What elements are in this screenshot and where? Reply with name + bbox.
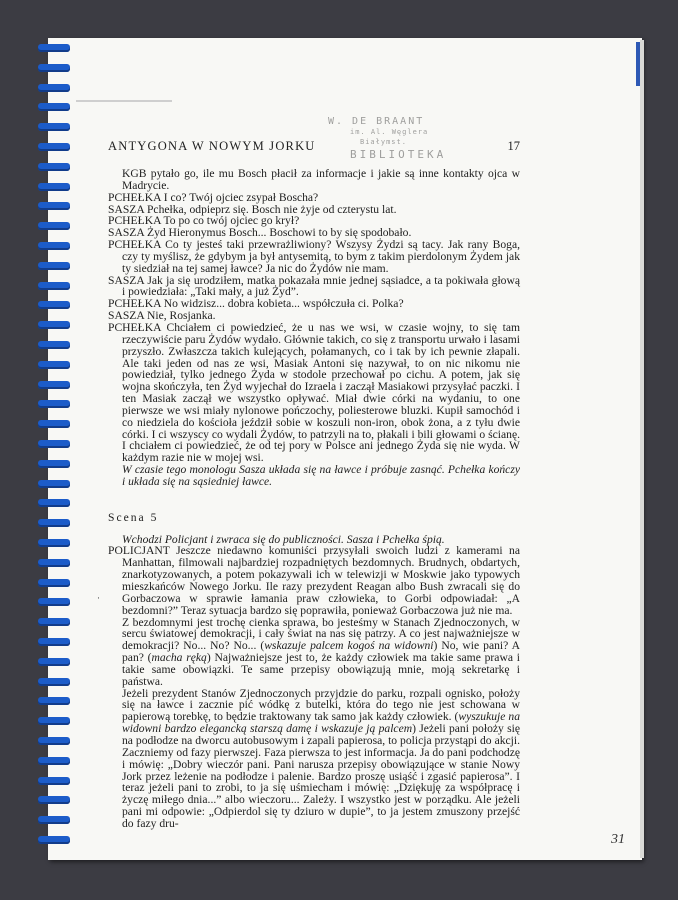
binding-coil	[38, 737, 70, 745]
dialogue-line: PCHEŁKA To po co twój ojciec go krył?	[108, 214, 300, 228]
binding-coil	[38, 519, 70, 527]
dialogue-line: SASZA Żyd Hieronymus Bosch... Boschowi to by się spodobało.	[108, 226, 412, 240]
binding-coil	[38, 579, 70, 587]
text-run: ) No, wie pani? A pan? (	[122, 639, 520, 665]
dialogue-line: SASZA Nie, Rosjanka.	[108, 309, 216, 323]
paragraph: KGB pytało go, ile mu Bosch płacił za informacje i jakie są inne kontakty ojca w Madrycie.	[122, 167, 520, 192]
spiral-binding	[38, 44, 72, 856]
binding-coil	[38, 777, 70, 785]
stage-direction: Wchodzi Policjant i zwraca się do publiczności. Sasza i Pchełka śpią.	[122, 532, 445, 546]
stamp-line-4: BIBLIOTEKA	[350, 148, 447, 161]
binding-coil	[38, 202, 70, 210]
binding-coil	[38, 539, 70, 547]
binding-coil	[38, 757, 70, 765]
stage-direction-inline: macha ręką	[151, 651, 207, 665]
binding-coil	[38, 559, 70, 567]
stamp-line-2: im. Al. Węglera	[350, 128, 429, 136]
binding-coil	[38, 84, 70, 92]
binding-coil	[38, 381, 70, 389]
binding-coil	[38, 440, 70, 448]
binding-coil	[38, 301, 70, 309]
binding-coil	[38, 717, 70, 725]
binding-coil	[38, 143, 70, 151]
binding-coil	[38, 123, 70, 131]
stage-direction-inline: wskazuje palcem kogoś na widowni	[264, 639, 434, 653]
smudge-mark	[76, 100, 172, 102]
binding-coil	[38, 321, 70, 329]
binding-coil	[38, 242, 70, 250]
dialogue-line: POLICJANT Jeszcze niedawno komuniści przysyłali swoich ludzi z kamerami na Manhattan, filmowali najbardziej rozpadniętych bezdomnych. Brudnych, obdartych, znarkotyzowanych, a potem pokazywali ich w telewizji w Moskwie jako typowych mieszkańców Nowego Jorku. Ile razy prezydent Reagan albo Bush zwracali się do Gorbaczowa w sprawie łamania praw człowieka, to Gorbi odpowiadał: „A bezdomni?” Teraz sytuacja bardzo się poprawiła, ponieważ Gorbaczowa już nie ma.	[108, 544, 520, 617]
running-title: ANTYGONA W NOWYM JORKU	[108, 139, 316, 153]
binding-coil	[38, 678, 70, 686]
paragraph	[108, 688, 520, 830]
binding-coil	[38, 460, 70, 468]
page-edge	[640, 40, 644, 858]
binding-coil	[38, 282, 70, 290]
binding-coil	[38, 420, 70, 428]
stamp-line-3: Białymst.	[360, 138, 407, 146]
text-run: ) Jeżeli pani położy się na podłodze na dworcu autobusowym i zapali papierosa, to policja przystąpi do akcji. Zaczniemy od fazy pierwszej. Faza pierwsza to jest informacja. Ja do pani podchodzę i mówię: „Dobry wieczór pani. Pani narusza przepisy obowiązujące w stanie Nowy Jork przez leżenie na podłodze i palenie. Bardzo proszę usiąść i zgasić papierosa”. I teraz jeżeli pani to zrobi, to ja się uśmiecham i mówię: „Dziękuję za współpracę i życzę miłego dnia...” albo wieczoru... Zależy. I wszystko jest w porządku. Ale jeżeli pani mi odpowie: „Odpierdol się ty dziuro w dupie”, to ja jestem zmuszony przejść do fazy dru-	[122, 722, 520, 830]
dialogue-line: PCHEŁKA No widzisz... dobra kobieta... współczuła ci. Polka?	[108, 297, 404, 311]
binding-coil	[38, 361, 70, 369]
text-run: Z bezdomnymi jest trochę cienka sprawa, bo jesteśmy w Stanach Zjednoczonych, w sercu światowej demokracji, i cały świat na nas się patrzy. A co jest najważniejsze w demokracji? No... No? No... (	[122, 615, 520, 653]
text-run: ) Najważniejsze jest to, że każdy człowiek ma takie same prawa i takie same obowiązki. Te same przepisy obowiązują mnie, moją sekretarkę i państwa.	[122, 651, 520, 688]
dialogue-line: SASZA Pchełka, odpieprz się. Bosch nie żyje od czterystu lat.	[108, 202, 397, 216]
binding-coil	[38, 618, 70, 626]
binding-coil	[38, 697, 70, 705]
binding-coil	[38, 638, 70, 646]
binding-coil	[38, 658, 70, 666]
binding-coil	[38, 816, 70, 824]
body-text	[108, 168, 520, 830]
handwritten-page-number: 31	[611, 832, 625, 847]
binding-coil	[38, 163, 70, 171]
binding-coil	[38, 64, 70, 72]
text-run: Jeżeli prezydent Stanów Zjednoczonych przyjdzie do parku, rozpali ognisko, położy się na ławce i zacznie pić wódkę z butelki, która do tego nie jest schowana w papierową torebkę, to będzie traktowany tak samo jak każdy człowiek. (	[122, 686, 520, 724]
paragraph	[108, 617, 520, 688]
running-header	[108, 136, 520, 156]
stamp-line-1: W. DE BRAANT	[328, 116, 425, 127]
binding-coil	[38, 341, 70, 349]
page-number: 17	[507, 139, 520, 153]
binding-coil	[38, 499, 70, 507]
dialogue-line: SASZA Jak ja się urodziłem, matka pokazała mnie jednej sąsiadce, a ta pokiwała głową i powiedziała: „Taki mały, a już Żyd”.	[108, 273, 520, 299]
binding-coil	[38, 103, 70, 111]
binding-coil	[38, 262, 70, 270]
blue-cover-edge	[636, 42, 640, 86]
dialogue-line: PCHEŁKA Chciałem ci powiedzieć, że u nas we wsi, w czasie wojny, to się tam rzeczywiście paru Żydów wydało. Głównie takich, co się z transportu urwało i lasami przyszło. Zwłaszcza takich kulejących, połamanych, co i tak by ich pewnie złapali. Ale taki jeden od nas ze wsi, Masiak Antoni się nazywał, to on nic nikomu nie powiedział, tylko jednego Żyda w stodole przechował po cichu. A potem, jak się wojna skończyła, ten Żyd wyjechał do Izraela i zaczął Masiakowi przysyłać paczki. I ten Masiak zaczął we wszystko opływać. Miał dwie córki na wydaniu, to one pierwsze we wsi miały nylonowe pończochy, poliesterowe bluzki. Kupił samochód i co niedziela do kościoła jeździł sobie w koszuli non-iron, obok żona, a z tyłu dwie córki. I ci wszyscy co wydali Żydów, to patrzyli na to, płakali i bili głowami o ścianę. I chciałem ci powiedzieć, że od tej pory w Polsce ani jednego Żyda się nie wyda. W każdym razie nie w mojej wsi.	[108, 320, 520, 465]
scene-heading: Scena 5	[108, 510, 159, 524]
binding-coil	[38, 183, 70, 191]
stage-direction: W czasie tego monologu Sasza układa się na ławce i próbuje zasnąć. Pchełka kończy i układa się na sąsiedniej ławce.	[122, 463, 520, 488]
stage-direction-inline: wyszukuje na widowni bardzo elegancką starszą damę i wskazuje ją palcem	[122, 710, 520, 736]
binding-coil	[38, 222, 70, 230]
binding-coil	[38, 796, 70, 804]
binding-coil	[38, 598, 70, 606]
binding-coil	[38, 400, 70, 408]
dialogue-line: PCHEŁKA Co ty jesteś taki przewrażliwiony? Wszysy Żydzi są tacy. Jak rany Boga, czy ty myślisz, że gdybym ja był antysemitą, to bym z takim pierdolonym Żydem jak ty siedział na tej samej ławce? Ja nic do Żydów nie mam.	[108, 238, 520, 275]
binding-coil	[38, 480, 70, 488]
dialogue-line: PCHEŁKA I co? Twój ojciec zsypał Boscha?	[108, 190, 319, 204]
binding-coil	[38, 44, 70, 52]
binding-coil	[38, 836, 70, 844]
margin-mark: ·	[97, 593, 100, 603]
